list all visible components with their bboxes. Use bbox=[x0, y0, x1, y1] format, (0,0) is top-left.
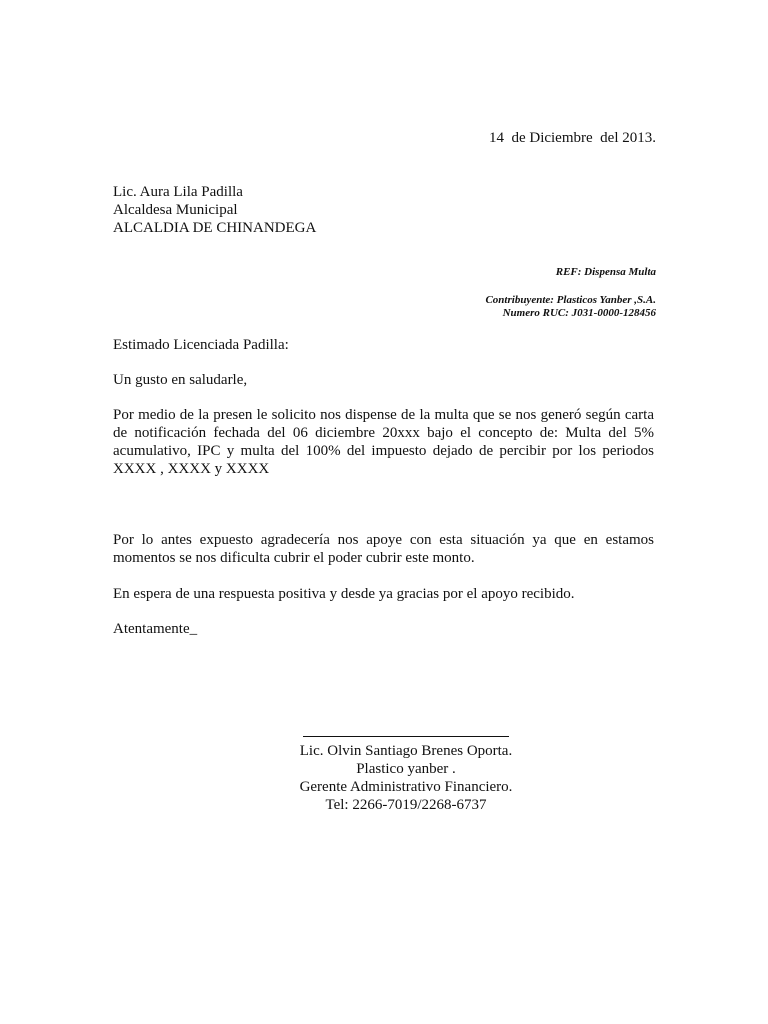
salutation: Estimado Licenciada Padilla: bbox=[113, 337, 289, 353]
recipient-title: Alcaldesa Municipal bbox=[113, 202, 238, 218]
body-paragraph-reason: Por lo antes expuesto agradecería nos apoye con esta situación ya que en estamos momentos se nos dificulta cubrir el poder cubrir este monto. bbox=[113, 532, 654, 566]
signer-phone: Tel: 2266-7019/2268-6737 bbox=[325, 797, 487, 813]
reference-line: REF: Dispensa Multa bbox=[555, 266, 656, 278]
greeting: Un gusto en saludarle, bbox=[113, 372, 248, 388]
signature-line bbox=[303, 728, 509, 737]
signature-block bbox=[256, 728, 556, 814]
taxpayer-name: Contribuyente: Plasticos Yanber ,S.A. bbox=[485, 294, 656, 306]
signer-company: Plastico yanber . bbox=[356, 761, 456, 777]
letter-date: 14 de Diciembre del 2013. bbox=[488, 130, 656, 146]
recipient-block bbox=[113, 183, 316, 237]
recipient-organization: ALCALDIA DE CHINANDEGA bbox=[113, 220, 317, 236]
body-paragraph-thanks: En espera de una respuesta positiva y desde ya gracias por el apoyo recibido. bbox=[113, 586, 575, 602]
closing: Atentamente_ bbox=[113, 621, 198, 637]
signer-name: Lic. Olvin Santiago Brenes Oporta. bbox=[299, 743, 513, 759]
recipient-name: Lic. Aura Lila Padilla bbox=[113, 184, 243, 200]
signer-position: Gerente Administrativo Financiero. bbox=[299, 779, 513, 795]
body-paragraph-request: Por medio de la presen le solicito nos dispense de la multa que se nos generó según carta de notificación fechada del 06 diciembre 20xxx bajo el concepto de: Multa del 5% acumulativo, IPC y multa del 100% del impuesto dejado de percibir por los periodos XXXX , XXXX y XXXX bbox=[113, 407, 654, 477]
taxpayer-ruc: Numero RUC: J031-0000-128456 bbox=[502, 307, 656, 319]
taxpayer-block bbox=[485, 294, 656, 320]
